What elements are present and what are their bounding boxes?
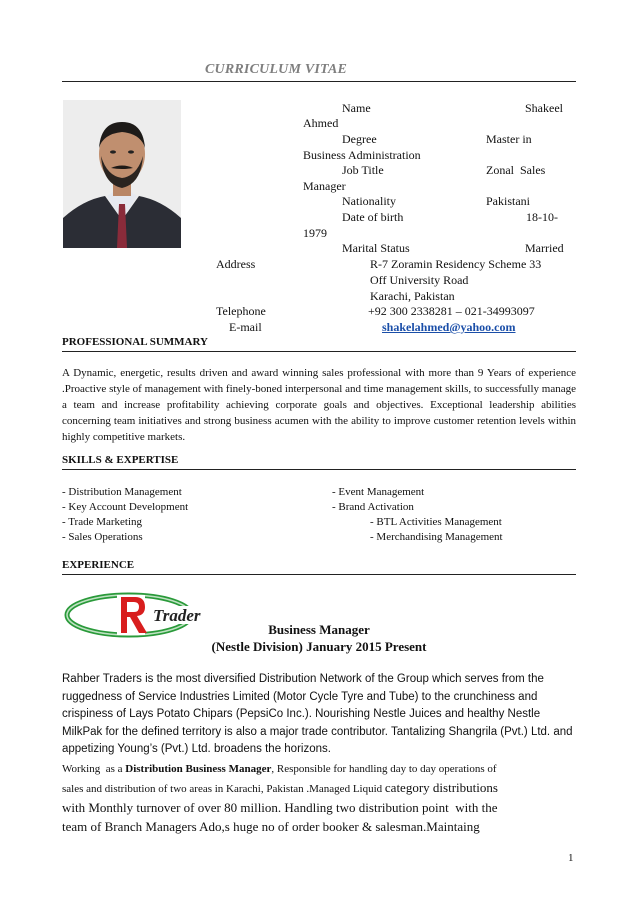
marital-status-value: Married <box>525 241 564 255</box>
skill-item: - Sales Operations <box>62 531 143 543</box>
nationality-label: Nationality <box>342 194 396 208</box>
skill-item: - Event Management <box>332 486 425 498</box>
document-title: CURRICULUM VITAE <box>205 62 348 77</box>
logo-wordmark: Trader <box>153 606 201 625</box>
dob-value: 18-10- <box>526 210 558 224</box>
dob-value-cont: 1979 <box>303 226 327 240</box>
name-label: Name <box>342 101 371 115</box>
name-value-cont: Ahmed <box>303 116 339 130</box>
degree-value: Master in <box>486 132 532 146</box>
work-line: team of Branch Managers Ado,s huge no of order booker & salesman.Maintaing <box>62 819 480 834</box>
marital-status-label: Marital Status <box>342 241 410 255</box>
skill-item: - Key Account Development <box>62 501 189 513</box>
page-number: 1 <box>568 852 574 864</box>
address-line-1: R-7 Zoramin Residency Scheme 33 <box>370 257 542 271</box>
skill-item: - Merchandising Management <box>370 531 503 543</box>
telephone-value: +92 300 2338281 – 021-34993097 <box>368 304 535 318</box>
work-line: with Monthly turnover of over 80 million. Handling two distribution point with the <box>62 800 498 815</box>
skill-item: - Trade Marketing <box>62 516 143 528</box>
address-line-2: Off University Road <box>370 273 469 287</box>
job-title-label: Job Title <box>342 163 384 177</box>
section-heading-summary: PROFESSIONAL SUMMARY <box>62 336 208 348</box>
degree-label: Degree <box>342 132 377 146</box>
address-label: Address <box>216 257 256 271</box>
job-title-value: Zonal Sales <box>486 163 546 177</box>
degree-value-cont: Business Administration <box>303 148 421 162</box>
company-description: Rahber Traders is the most diversified Distribution Network of the Group which serves from the ruggedness of Service Industries Limited (Motor Cycle Tyre and Tube) to the crunchiness and crispiness of Lays Potato Chipars (PepsiCo Inc.). Nourishing Nestle Juices and healthy Nestle MilkPak for the defined territory is also a major trade contributor. Tantalizing Shangrila (Pvt.) Ltd. and appetizing Young’s (Pvt.) Ltd. broadens the horizons. <box>62 673 573 755</box>
title-divider <box>62 81 576 82</box>
summary-divider <box>62 351 576 352</box>
experience-divider <box>62 574 576 575</box>
professional-summary-text: A Dynamic, energetic, results driven and award winning sales professional with more than 9 Years of experience .Proactive style of management with finely-boned interpersonal and time management skills, to successfully manage a team and increase profitability achieving corporate goals and objectives. Exceptional leadership abilities concerning team initiatives and strong business acumen with the ability to improve customer retention levels within highly competitive markets. <box>62 367 576 443</box>
telephone-label: Telephone <box>216 304 266 318</box>
skill-item: - BTL Activities Management <box>370 516 502 528</box>
work-line: Working as a Distribution Business Manager, Responsible for handling day to day operations of <box>62 763 497 775</box>
experience-job-subtitle: (Nestle Division) January 2015 Present <box>211 639 427 654</box>
role-highlight: Distribution Business Manager <box>125 763 272 775</box>
section-heading-experience: EXPERIENCE <box>62 559 135 571</box>
name-value: Shakeel <box>525 101 563 115</box>
skills-divider <box>62 469 576 470</box>
skill-item: - Distribution Management <box>62 486 182 498</box>
address-line-3: Karachi, Pakistan <box>370 289 455 303</box>
job-title-value-cont: Manager <box>303 179 346 193</box>
profile-photo <box>63 100 181 248</box>
nationality-value: Pakistani <box>486 194 530 208</box>
email-link[interactable]: shakelahmed@yahoo.com <box>382 320 516 334</box>
skill-item: - Brand Activation <box>332 501 414 513</box>
work-line: sales and distribution of two areas in Karachi, Pakistan .Managed Liquid category distributions <box>62 780 498 795</box>
experience-job-title: Business Manager <box>268 622 370 637</box>
work-description <box>62 761 576 836</box>
email-label: E-mail <box>229 320 262 334</box>
section-heading-skills: SKILLS & EXPERTISE <box>62 454 179 466</box>
dob-label: Date of birth <box>342 210 404 224</box>
